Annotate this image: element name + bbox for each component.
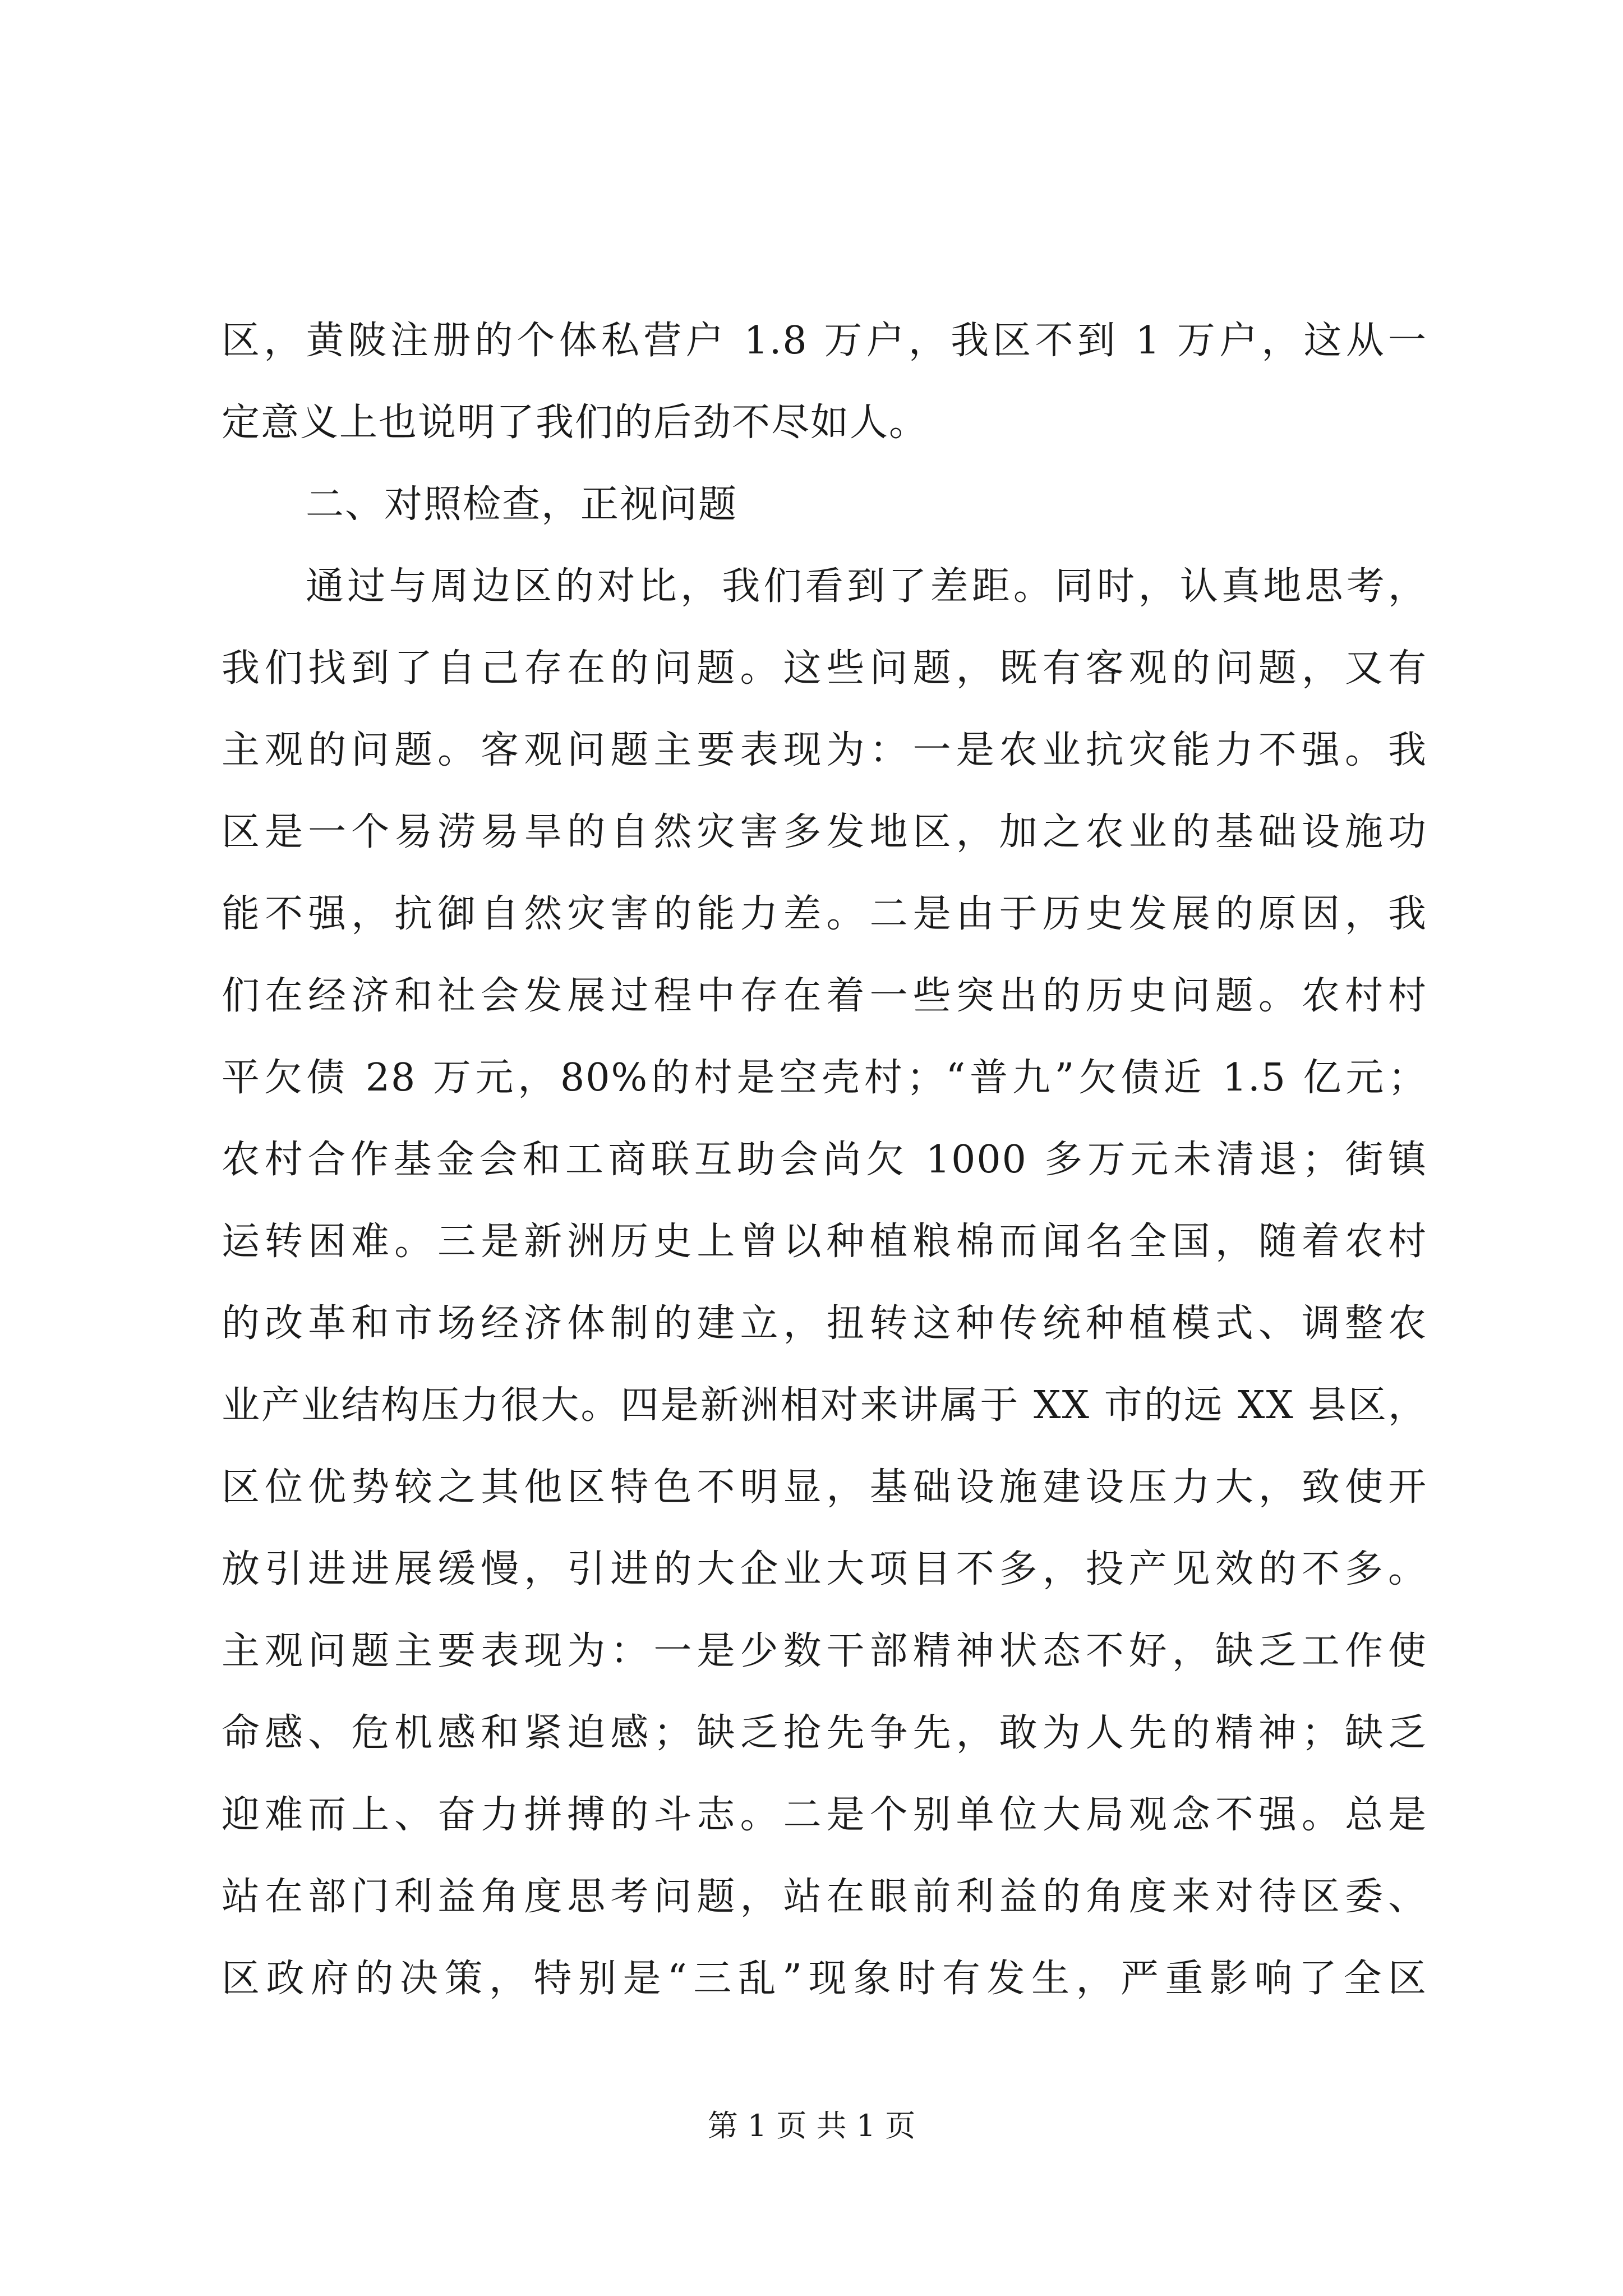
text-line: 农村合作基金会和工商联互助会尚欠 1000 多万元未清退；街镇 bbox=[222, 1138, 1427, 1182]
text-line: 主观问题主要表现为：一是少数干部精神状态不好，缺乏工作使 bbox=[222, 1629, 1427, 1673]
text-line: 区是一个易涝易旱的自然灾害多发地区，加之农业的基础设施功 bbox=[222, 810, 1427, 854]
text-line: 命感、危机感和紧迫感；缺乏抢先争先，敢为人先的精神；缺乏 bbox=[222, 1711, 1427, 1755]
text-line: 的改革和市场经济体制的建立，扭转这种传统种植模式、调整农 bbox=[222, 1301, 1427, 1346]
page-footer: 第 1 页 共 1 页 bbox=[707, 2108, 916, 2143]
text-line: 主观的问题。客观问题主要表现为：一是农业抗灾能力不强。我 bbox=[222, 728, 1427, 772]
text-line: 站在部门利益角度思考问题，站在眼前利益的角度来对待区委、 bbox=[222, 1875, 1427, 1919]
text-line: 能不强，抗御自然灾害的能力差。二是由于历史发展的原因，我 bbox=[222, 892, 1427, 936]
text-line: 业产业结构压力很大。四是新洲相对来讲属于 XX 市的远 XX 县区， bbox=[222, 1383, 1427, 1428]
text-line: 定意义上也说明了我们的后劲不尽如人。 bbox=[222, 401, 929, 445]
text-line: 平欠债 28 万元，80%的村是空壳村；“普九”欠债近 1.5 亿元； bbox=[222, 1056, 1427, 1100]
text-line: 区政府的决策，特别是“三乱”现象时有发生，严重影响了全区 bbox=[222, 1957, 1427, 2001]
text-line: 放引进进展缓慢，引进的大企业大项目不多，投产见效的不多。 bbox=[222, 1547, 1427, 1591]
text-line: 区，黄陂注册的个体私营户 1.8 万户，我区不到 1 万户，这从一 bbox=[222, 319, 1427, 363]
text-line: 们在经济和社会发展过程中存在着一些突出的历史问题。农村村 bbox=[222, 974, 1427, 1018]
text-line: 通过与周边区的对比，我们看到了差距。同时，认真地思考， bbox=[306, 564, 1427, 609]
text-line: 运转困难。三是新洲历史上曾以种植粮棉而闻名全国，随着农村 bbox=[222, 1220, 1427, 1264]
text-line: 我们找到了自己存在的问题。这些问题，既有客观的问题，又有 bbox=[222, 646, 1427, 691]
section-heading: 二、对照检查，正视问题 bbox=[306, 482, 738, 527]
text-line: 区位优势较之其他区特色不明显，基础设施建设压力大，致使开 bbox=[222, 1465, 1427, 1510]
text-line: 迎难而上、奋力拼搏的斗志。二是个别单位大局观念不强。总是 bbox=[222, 1793, 1427, 1837]
body-text bbox=[222, 300, 1427, 2020]
